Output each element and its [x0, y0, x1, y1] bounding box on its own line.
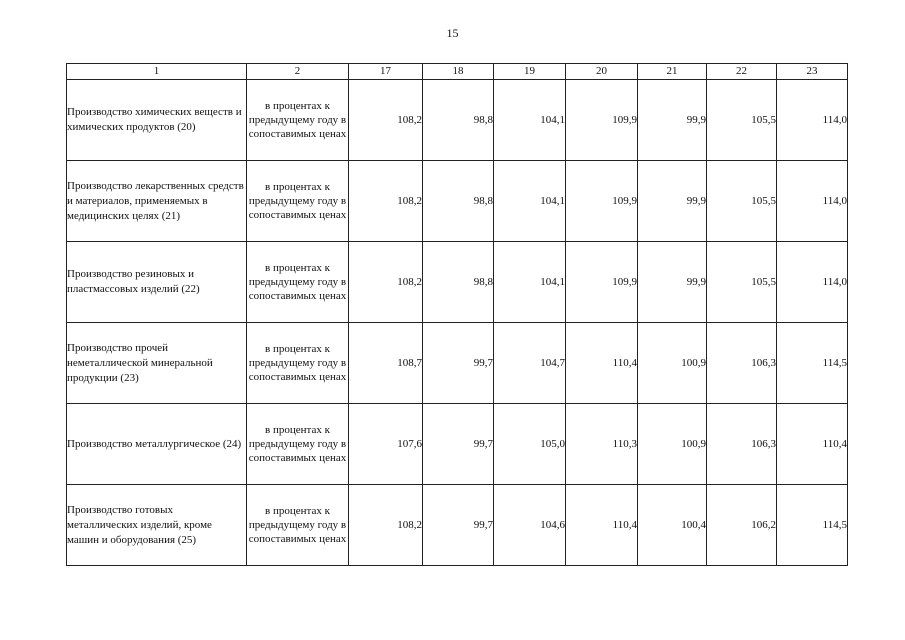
industry-name: Производство готовых металлических изделий, кроме машин и оборудования (25) [67, 485, 247, 566]
value-cell: 106,3 [707, 404, 777, 485]
unit-label: в процентах к предыдущему году в сопоставимых ценах [247, 323, 349, 404]
value-cell: 99,9 [638, 80, 707, 161]
unit-label: в процентах к предыдущему году в сопоставимых ценах [247, 485, 349, 566]
value-cell: 104,7 [494, 323, 566, 404]
table-row [67, 242, 848, 323]
value-cell: 110,3 [566, 404, 638, 485]
value-cell: 110,4 [566, 323, 638, 404]
column-header: 19 [494, 64, 566, 80]
column-header: 1 [67, 64, 247, 80]
value-cell: 108,7 [349, 323, 423, 404]
value-cell: 114,0 [777, 161, 848, 242]
value-cell: 104,1 [494, 161, 566, 242]
value-cell: 114,0 [777, 80, 848, 161]
value-cell: 100,9 [638, 404, 707, 485]
column-header: 21 [638, 64, 707, 80]
page-number: 15 [446, 26, 459, 40]
column-header: 22 [707, 64, 777, 80]
industry-name: Производство резиновых и пластмассовых изделий (22) [67, 242, 247, 323]
value-cell: 104,1 [494, 80, 566, 161]
value-cell: 99,7 [423, 323, 494, 404]
value-cell: 106,3 [707, 323, 777, 404]
value-cell: 109,9 [566, 242, 638, 323]
industry-name: Производство химических веществ и химических продуктов (20) [67, 80, 247, 161]
column-header: 17 [349, 64, 423, 80]
value-cell: 99,7 [423, 404, 494, 485]
value-cell: 105,5 [707, 242, 777, 323]
table-row [67, 404, 848, 485]
column-header: 20 [566, 64, 638, 80]
industry-name: Производство прочей неметаллической минеральной продукции (23) [67, 323, 247, 404]
value-cell: 98,8 [423, 242, 494, 323]
unit-label: в процентах к предыдущему году в сопоставимых ценах [247, 161, 349, 242]
column-header: 23 [777, 64, 848, 80]
value-cell: 107,6 [349, 404, 423, 485]
value-cell: 114,5 [777, 485, 848, 566]
value-cell: 109,9 [566, 161, 638, 242]
value-cell: 106,2 [707, 485, 777, 566]
value-cell: 98,8 [423, 80, 494, 161]
industry-name: Производство металлургическое (24) [67, 404, 247, 485]
value-cell: 105,5 [707, 161, 777, 242]
value-cell: 105,5 [707, 80, 777, 161]
header-row [67, 64, 848, 80]
value-cell: 109,9 [566, 80, 638, 161]
table-row [67, 161, 848, 242]
value-cell: 99,9 [638, 161, 707, 242]
unit-label: в процентах к предыдущему году в сопоставимых ценах [247, 80, 349, 161]
table-row [67, 323, 848, 404]
value-cell: 100,9 [638, 323, 707, 404]
value-cell: 110,4 [777, 404, 848, 485]
unit-label: в процентах к предыдущему году в сопоставимых ценах [247, 242, 349, 323]
value-cell: 99,7 [423, 485, 494, 566]
value-cell: 110,4 [566, 485, 638, 566]
table-row [67, 80, 848, 161]
value-cell: 108,2 [349, 485, 423, 566]
value-cell: 114,0 [777, 242, 848, 323]
value-cell: 108,2 [349, 242, 423, 323]
value-cell: 104,1 [494, 242, 566, 323]
unit-label: в процентах к предыдущему году в сопоставимых ценах [247, 404, 349, 485]
column-header: 18 [423, 64, 494, 80]
value-cell: 98,8 [423, 161, 494, 242]
column-header: 2 [247, 64, 349, 80]
value-cell: 105,0 [494, 404, 566, 485]
value-cell: 114,5 [777, 323, 848, 404]
industry-name: Производство лекарственных средств и материалов, применяемых в медицинских целях (21) [67, 161, 247, 242]
value-cell: 108,2 [349, 161, 423, 242]
value-cell: 108,2 [349, 80, 423, 161]
value-cell: 104,6 [494, 485, 566, 566]
value-cell: 99,9 [638, 242, 707, 323]
value-cell: 100,4 [638, 485, 707, 566]
table-row [67, 485, 848, 566]
data-table [66, 63, 848, 566]
